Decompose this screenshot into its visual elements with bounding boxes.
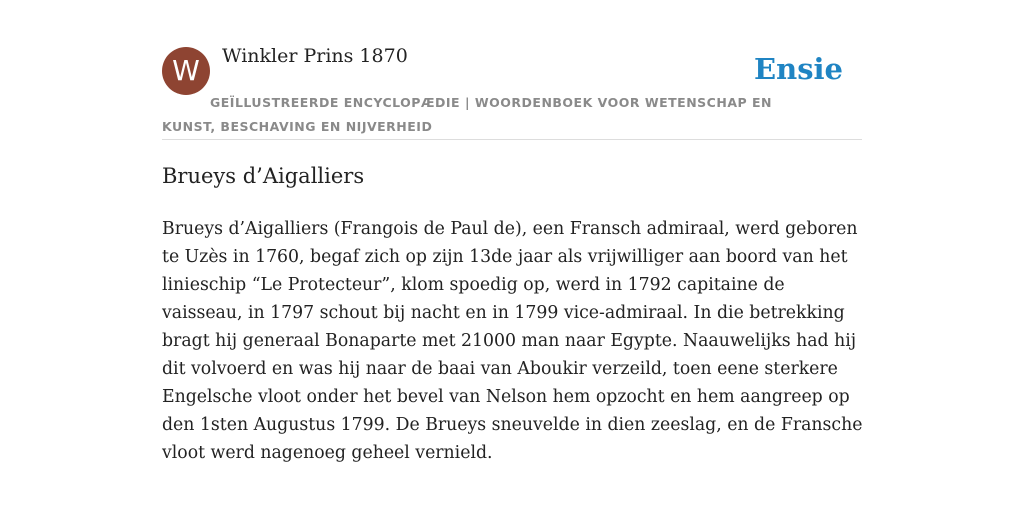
- ensie-logo[interactable]: Ensie: [754, 52, 843, 86]
- article-title: Brueys d’Aigalliers: [162, 164, 365, 188]
- article-body: Brueys d’Aigalliers (Frangois de Paul de), een Fransch admiraal, werd geboren te Uzès in 1760, begaf zich op zijn 13de jaar als vrijwilliger aan boord van het linieschip “Le Protecteur”, klom spoedig op, werd in 1792 capitaine de vaisseau, in 1797 schout bij nacht en in 1799 vice-admiraal. In die betrekking bragt hij generaal Bonaparte met 21000 man naar Egypte. Naauwelijks had hij dit volvoerd en was hij naar de baai van Aboukir verzeild, toen eene sterkere Engelsche vloot onder het bevel van Nelson hem opzocht en hem aangreep op den 1sten Augustus 1799. De Brueys sneuvelde in dien zeeslag, en de Fransche vloot werd nagenoeg geheel vernield.: [162, 219, 863, 463]
- header-divider: [162, 139, 862, 140]
- source-avatar[interactable]: W: [162, 47, 210, 95]
- source-title[interactable]: Winkler Prins 1870: [222, 45, 408, 67]
- source-subtitle: GEÏLLUSTREERDE ENCYCLOPÆDIE | WOORDENBOEK VOOR WETENSCHAP EN KUNST, BESCHAVING EN NIJVERHEID: [162, 95, 773, 134]
